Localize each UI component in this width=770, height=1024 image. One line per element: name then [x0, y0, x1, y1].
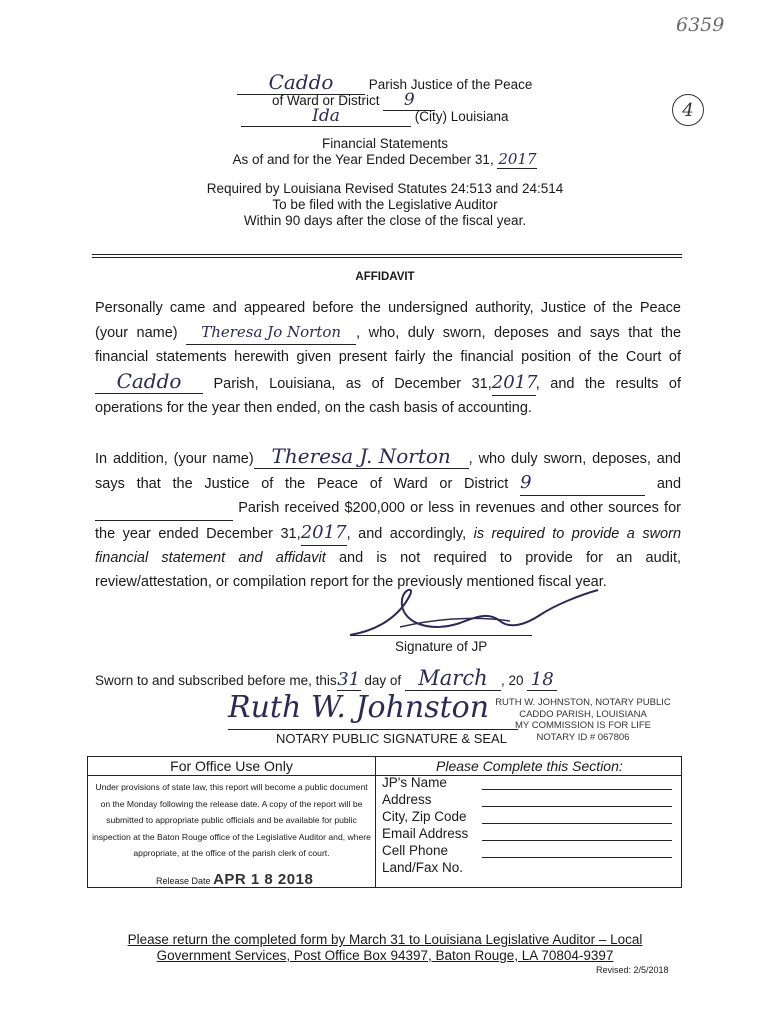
office-use-text: Under provisions of state law, this report will become a public document on the Monday following the release date. A copy of the report will be submitted to appropriate public officials and be available for public inspection at the Baton Rouge office of the Legislative Auditor and, where appropriate, at the office of the parish clerk of court.: [92, 782, 371, 858]
p1-text-d: statements herewith given present fairly the financial position of the Court of: [155, 349, 681, 365]
fs-asof-label: As of and for the Year Ended December 31,: [232, 152, 494, 167]
req-line-1: Required by Louisiana Revised Statutes 24:513 and 24:514: [206, 181, 564, 196]
jp-signature-label: Signature of JP: [395, 639, 488, 654]
p2-text-i: and is not required to provide for an audit, review/attestation, or compilation report for the previously mentioned fiscal year.: [95, 550, 682, 590]
stamp-line-1: RUTH W. JOHNSTON, NOTARY PUBLIC: [495, 697, 671, 708]
p1-text-a: Personally came and appeared before the undersigned authority, Justice of the Peace (your: [95, 300, 681, 341]
ward-label: of Ward or District: [272, 93, 380, 108]
footer-revised: Revised: 2/5/2018: [596, 965, 669, 975]
p1-text-e: Parish, Louisiana, as of December 31,: [213, 376, 492, 392]
field-jp-name: [382, 775, 672, 792]
office-box-divider: [375, 757, 376, 887]
notary-label: NOTARY PUBLIC SIGNATURE & SEAL: [276, 731, 507, 746]
page-number-handwritten: 6359: [676, 14, 725, 36]
affidavit-paragraph-1: Personally came and appeared before the undersigned authority, Justice of the Peace (your name) Theresa Jo Norton , who, duly sworn, deposes and says that the financial statements herewith given present fairly the financial position of the Court of Caddo Parish, Louisiana, as of December 31,2017, and the results of operations for the year then ended, on the cash basis of accounting.: [95, 300, 682, 416]
field-label: Cell Phone: [382, 843, 449, 858]
district-handwritten: 9: [520, 471, 645, 496]
field-list: [382, 775, 672, 877]
p2-text-b: , who duly sworn, deposes, and says: [95, 451, 682, 492]
p2-text-d: and: [656, 476, 682, 492]
p2-text-a: In addition, (your name): [95, 451, 254, 467]
field-cell-phone: [382, 843, 672, 860]
header-city-line: [241, 106, 509, 127]
p2-text-e: Parish received $200,000 or less in revenues and other sources for the: [95, 500, 681, 542]
release-date-label: Release Date: [156, 876, 211, 886]
city-handwritten: Ida: [241, 106, 411, 127]
jp-signature-line: [350, 635, 532, 636]
sworn-year-handwritten: 18: [527, 669, 557, 691]
sworn-text-b: day of: [364, 673, 402, 688]
stamp-line-4: NOTARY ID # 067806: [536, 731, 630, 743]
p1-text-g: ended, on the cash basis of accounting.: [276, 400, 532, 416]
city-label: (City) Louisiana: [414, 109, 509, 124]
field-address: [382, 792, 672, 809]
circled-number-text: 4: [682, 100, 694, 121]
p2-text-f: year ended December 31,: [122, 526, 301, 542]
court-handwritten: Caddo: [95, 369, 203, 394]
field-label: Land/Fax No.: [382, 860, 464, 875]
complete-section-title: Please Complete this Section:: [436, 758, 623, 774]
p1-text-b: name): [136, 325, 178, 341]
jp-name-handwritten: Theresa Jo Norton: [186, 320, 356, 345]
fs-year-handwritten: 2017: [498, 150, 537, 168]
p2-text-c: that the Justice of the Peace of Ward or District: [136, 476, 509, 492]
notary-stamp: [488, 697, 678, 743]
req-line-2: To be filed with the Legislative Auditor: [272, 197, 498, 212]
notary-signature: Ruth W. Johnston: [228, 690, 490, 725]
field-land-fax: [382, 860, 672, 877]
circled-number: [672, 94, 704, 126]
sworn-month-handwritten: March: [405, 666, 501, 691]
footer-line-2: Government Services, Post Office Box 94397, Baton Rouge, LA 70804-9397: [156, 948, 614, 963]
field-city-zip: [382, 809, 672, 826]
affidavit-title: AFFIDAVIT: [355, 271, 415, 283]
sworn-day-handwritten: 31: [337, 669, 361, 690]
stamp-line-2: CADDO PARISH, LOUISIANA: [519, 708, 647, 720]
year2-handwritten: 2017: [301, 521, 347, 546]
year-handwritten: 2017: [492, 371, 536, 396]
notary-signature-line: [228, 729, 518, 730]
parish-label: Parish Justice of the Peace: [368, 77, 533, 92]
p1-text-f: , and the results of operations for the year then: [95, 376, 681, 416]
field-email: [382, 826, 672, 843]
stamp-line-3: MY COMMISSION IS FOR LIFE: [514, 720, 651, 731]
fs-asof-line: [0, 150, 770, 169]
footer-line-1: Please return the completed form by March 31 to Louisiana Legislative Auditor – Local: [127, 932, 643, 947]
affidavit-paragraph-2: [95, 444, 681, 594]
parish-blank: [95, 496, 233, 521]
header-divider: [92, 254, 682, 258]
office-use-title: For Office Use Only: [170, 758, 293, 774]
p2-text-g: , and accordingly,: [346, 526, 467, 542]
fs-title: Financial Statements: [321, 136, 449, 151]
field-label: Address: [382, 792, 432, 807]
sworn-text-c: , 20: [500, 673, 524, 688]
sworn-line: [95, 666, 557, 691]
ward-handwritten: 9: [383, 90, 435, 111]
parish-handwritten: Caddo: [237, 70, 365, 95]
release-date-row: [156, 871, 313, 888]
jp-name2-handwritten: Theresa J. Norton: [254, 444, 469, 469]
req-line-3: Within 90 days after the close of the fiscal year.: [243, 213, 527, 228]
office-use-box: [87, 756, 682, 888]
jp-signature: [340, 585, 600, 645]
field-label: JP's Name: [382, 775, 447, 790]
field-label: Email Address: [382, 826, 469, 841]
field-label: City, Zip Code: [382, 809, 467, 824]
sworn-text-a: Sworn to and subscribed before me, this: [95, 673, 337, 688]
p2-text-h: is required to provide a sworn financial statement and affidavit: [95, 526, 682, 566]
p1-text-c: who, duly sworn, deposes and says that the financial: [95, 325, 682, 365]
release-date-stamp: APR 1 8 2018: [213, 871, 314, 888]
